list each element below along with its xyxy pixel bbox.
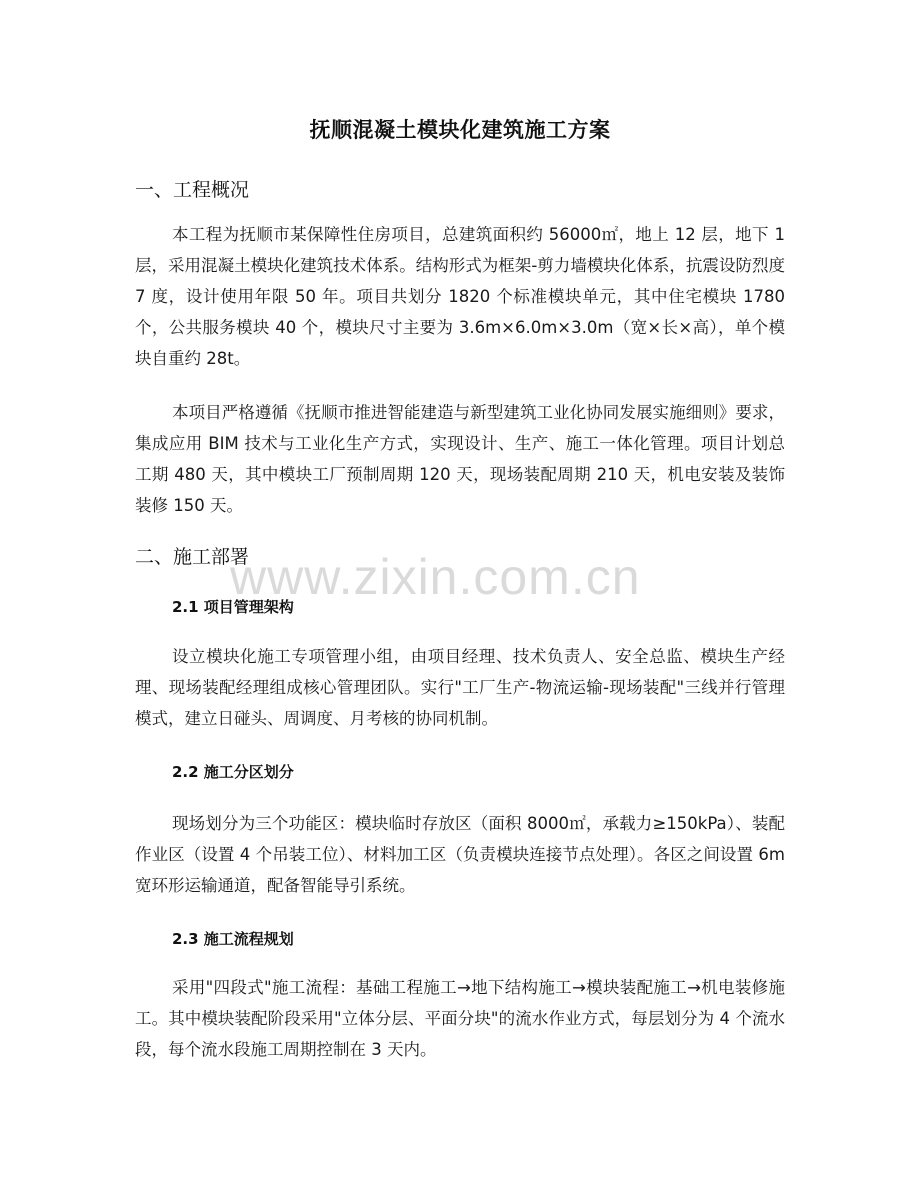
overview-paragraph-2: 本项目严格遵循《抚顺市推进智能建造与新型建筑工业化协同发展实施细则》要求，集成应用 BIM 技术与工业化生产方式，实现设计、生产、施工一体化管理。项目计划总工期 480 天，其中模块工厂预制周期 120 天，现场装配周期 210 天，机电安装及装饰装修 150 天。 <box>135 403 785 515</box>
subsection-heading-2-3: 2.3 施工流程规划 <box>172 930 294 948</box>
overview-paragraph-1: 本工程为抚顺市某保障性住房项目，总建筑面积约 56000㎡，地上 12 层，地下 1 层，采用混凝土模块化建筑技术体系。结构形式为框架-剪力墙模块化体系，抗震设防烈度 7 度，设计使用年限 50 年。项目共划分 1820 个标准模块单元，其中住宅模块 1780 个，公共服务模块 40 个，模块尺寸主要为 3.6m×6.0m×3.0m（宽×长×高），单个模块自重约 28t。 <box>135 225 785 368</box>
subsection-2-3-paragraph: 采用"四段式"施工流程：基础工程施工→地下结构施工→模块装配施工→机电装修施工。其中模块装配阶段采用"立体分层、平面分块"的流水作业方式，每层划分为 4 个流水段，每个流水段施工周期控制在 3 天内。 <box>135 978 785 1059</box>
section-heading-overview: 一、工程概况 <box>135 179 250 201</box>
subsection-heading-2-1: 2.1 项目管理架构 <box>172 598 294 616</box>
section-heading-deployment: 二、施工部署 <box>135 546 250 568</box>
subsection-2-2-paragraph: 现场划分为三个功能区：模块临时存放区（面积 8000㎡，承载力≥150kPa）、装配作业区（设置 4 个吊装工位）、材料加工区（负责模块连接节点处理）。各区之间设置 6m 宽环形运输通道，配备智能导引系统。 <box>135 814 785 895</box>
document-title: 抚顺混凝土模块化建筑施工方案 <box>309 118 611 142</box>
watermark: www.zixin.com.cn <box>230 549 641 605</box>
subsection-heading-2-2: 2.2 施工分区划分 <box>172 763 294 781</box>
subsection-2-1-paragraph: 设立模块化施工专项管理小组，由项目经理、技术负责人、安全总监、模块生产经理、现场装配经理组成核心管理团队。实行"工厂生产-物流运输-现场装配"三线并行管理模式，建立日碰头、周调度、月考核的协同机制。 <box>135 647 785 728</box>
